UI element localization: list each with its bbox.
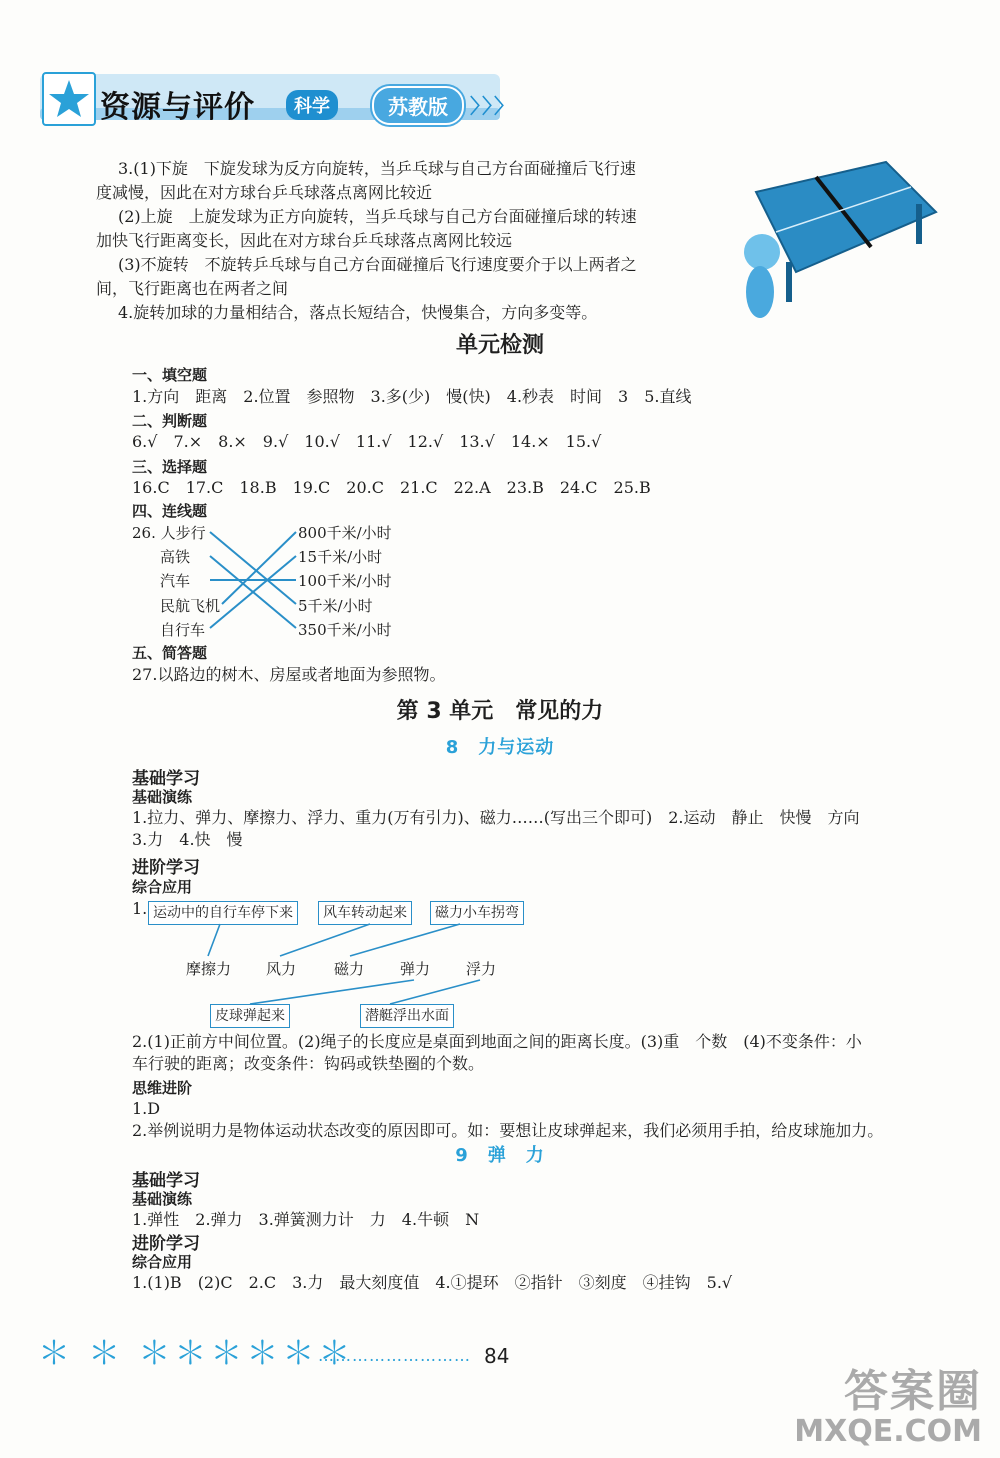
- page-number: 84: [484, 1344, 510, 1368]
- answer-line: 1.方向 距离 2.位置 参照物 3.多(少) 慢(快) 4.秒表 时间 3 5.直线: [132, 387, 692, 406]
- watermark-url: MXQE.COM: [794, 1414, 982, 1449]
- section-heading: 一、填空题: [132, 366, 208, 384]
- section-heading: 基础演练: [132, 788, 193, 806]
- edition-badge: 苏教版: [372, 86, 464, 125]
- scenario-box: 运动中的自行车停下来: [148, 901, 298, 925]
- header-arrows: 〉〉〉: [470, 94, 516, 118]
- answer-line: 1.D: [132, 1099, 161, 1118]
- answer-line: 6.√ 7.× 8.× 9.√ 10.√ 11.√ 12.√ 13.√ 14.× 15.√: [132, 432, 602, 451]
- publisher-logo: [42, 72, 96, 126]
- text-line: 4.旋转加球的力量相结合，落点长短结合，快慢集合，方向多变等。: [118, 303, 598, 322]
- match-left-item: 汽车: [160, 572, 191, 590]
- answer-line: 1.拉力、弹力、摩擦力、浮力、重力(万有引力)、磁力……(写出三个即可) 2.运动 静止 快慢 方向: [132, 808, 860, 827]
- force-label: 弹力: [400, 960, 431, 978]
- section-heading: 三、选择题: [132, 458, 208, 476]
- match-right-item: 5千米/小时: [298, 597, 373, 615]
- section-heading: 进阶学习: [132, 1234, 200, 1254]
- scenario-box: 风车转动起来: [318, 901, 412, 925]
- section-heading: 基础学习: [132, 769, 200, 789]
- match-left-item: 自行车: [160, 621, 206, 639]
- text-line: 间，飞行距离也在两者之间: [96, 279, 289, 298]
- book-title: 资源与评价: [100, 90, 255, 125]
- answer-line: 2.(1)正前方中间位置。(2)绳子的长度应是桌面到地面之间的距离长度。(3)重 个数 (4)不变条件：小: [132, 1032, 862, 1051]
- lesson-title: 8 力与运动: [445, 737, 555, 758]
- answer-line: 27.以路边的树木、房屋或者地面为参照物。: [132, 665, 446, 684]
- section-heading: 进阶学习: [132, 858, 200, 878]
- section-heading: 思维进阶: [132, 1079, 193, 1097]
- matching-lines: [200, 520, 300, 640]
- section-heading: 基础学习: [132, 1171, 200, 1191]
- scenario-box: 磁力小车拐弯: [430, 901, 524, 925]
- answer-line: 1.(1)B (2)C 2.C 3.力 最大刻度值 4.①提环 ②指针 ③刻度 ④挂钩 5.√: [132, 1273, 733, 1292]
- force-label: 磁力: [334, 960, 365, 978]
- watermark-text: 答案圈: [844, 1366, 982, 1417]
- force-label: 浮力: [466, 960, 497, 978]
- force-label: 风力: [266, 960, 297, 978]
- unit-title: 第 3 单元 常见的力: [396, 699, 604, 724]
- unit-test-title: 单元检测: [455, 333, 544, 358]
- subject-badge: 科学: [286, 90, 338, 120]
- answer-line: 车行驶的距离；改变条件：钩码或铁垫圈的个数。: [132, 1054, 485, 1073]
- force-label: 摩擦力: [186, 960, 232, 978]
- answer-line: 2.举例说明力是物体运动状态改变的原因即可。如：要想让皮球弹起来，我们必须用手拍，给皮球施加力。: [132, 1121, 884, 1140]
- lesson-title: 9 弹 力: [455, 1145, 545, 1166]
- match-left-item: 26. 人步行: [132, 524, 206, 542]
- match-left-item: 民航飞机: [160, 597, 221, 615]
- match-right-item: 15千米/小时: [298, 548, 383, 566]
- force-matching-lines: [140, 920, 560, 1010]
- section-heading: 基础演练: [132, 1190, 193, 1208]
- text-line: (3)不旋转 不旋转乒乓球与自己方台面碰撞后飞行速度要介于以上两者之: [118, 255, 637, 274]
- section-heading: 综合应用: [132, 878, 193, 896]
- match-right-item: 100千米/小时: [298, 572, 392, 590]
- scenario-box: 潜艇浮出水面: [360, 1004, 454, 1028]
- text-line: 3.(1)下旋 下旋发球为反方向旋转，当乒乓球与自己方台面碰撞后飞行速: [118, 159, 636, 178]
- answer-line: 1.弹性 2.弹力 3.弹簧测力计 力 4.牛顿 N: [132, 1210, 480, 1229]
- question-number: 1.: [132, 899, 148, 918]
- answer-line: 16.C 17.C 18.B 19.C 20.C 21.C 22.A 23.B 24.C 25.B: [132, 478, 651, 497]
- section-heading: 四、连线题: [132, 502, 208, 520]
- match-left-item: 高铁: [160, 548, 191, 566]
- star-logo-icon: [44, 74, 94, 124]
- scenario-box: 皮球弹起来: [210, 1004, 290, 1028]
- text-line: 加快飞行距离变长，因此在对方球台乒乓球落点离网比较远: [96, 231, 513, 250]
- section-heading: 综合应用: [132, 1253, 193, 1271]
- ping-pong-table-illustration: [736, 152, 942, 328]
- match-right-item: 350千米/小时: [298, 621, 392, 639]
- footer-leader-dots: ………………………: [318, 1346, 471, 1365]
- section-heading: 五、简答题: [132, 644, 208, 662]
- match-right-item: 800千米/小时: [298, 524, 392, 542]
- text-line: 度减慢，因此在对方球台乒乓球落点离网比较近: [96, 183, 433, 202]
- text-line: (2)上旋 上旋发球为正方向旋转，当乒乓球与自己方台面碰撞后球的转速: [118, 207, 637, 226]
- answer-line: 3.力 4.快 慢: [132, 830, 243, 849]
- section-heading: 二、判断题: [132, 412, 208, 430]
- decorative-stars: ＊ ＊ ＊＊＊＊＊＊: [38, 1334, 355, 1372]
- watermark: [794, 1368, 982, 1448]
